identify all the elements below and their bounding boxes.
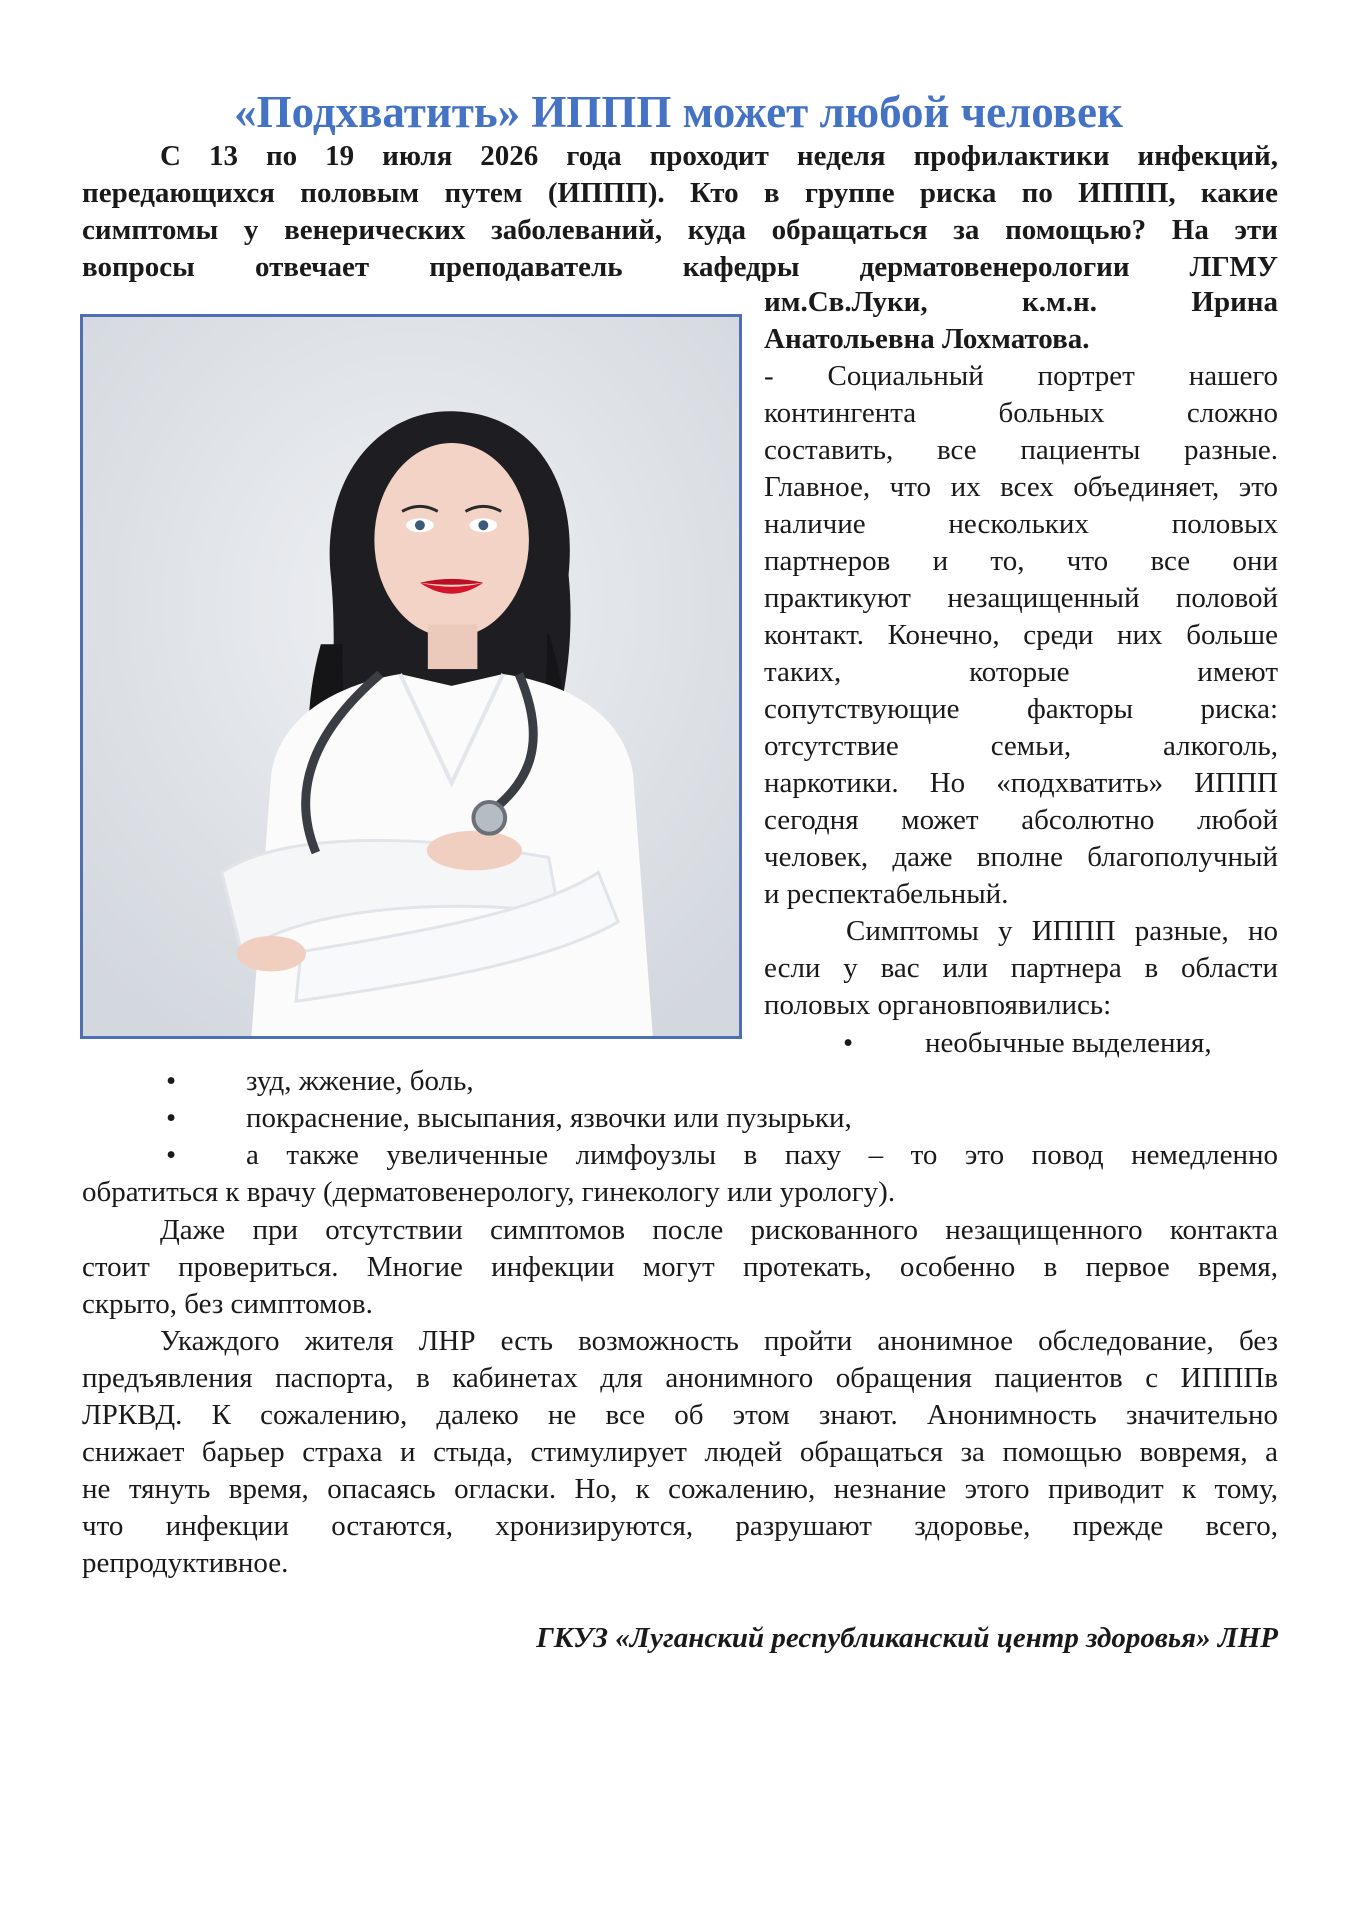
bullet-item: [82, 1063, 1278, 1100]
paragraph-line: Укаждого жителя ЛНР есть возможность пройти анонимное обследование, без: [160, 1325, 1278, 1357]
lead-paragraph: [82, 138, 1278, 286]
paragraph-line: репродуктивное.: [82, 1547, 289, 1579]
bullet-text: а также увеличенные лимфоузлы в паху – то это повод немедленно: [246, 1139, 1278, 1171]
bullet-text: необычные выделения,: [925, 1027, 1212, 1059]
bullet-item: [843, 1025, 1212, 1062]
paragraph-line: снижает барьер страха и стыда, стимулирует людей обращаться за помощью вовремя, а: [82, 1436, 1278, 1468]
quote-line: сегодня может абсолютно любой: [764, 804, 1278, 836]
bullet-marker: •: [166, 1065, 177, 1097]
quote-line: наличие нескольких половых: [764, 508, 1278, 540]
right-column-text: [764, 284, 1278, 1024]
paragraph-line: не тянуть время, опасаясь огласки. Но, к сожалению, незнание этого приводит к тому,: [82, 1473, 1278, 1505]
quote-line: - Социальный портрет нашего: [764, 360, 1278, 392]
bullet-marker: •: [166, 1139, 177, 1171]
organization-signature: ГКУЗ «Луганский республиканский центр здоровья» ЛНР: [536, 1622, 1278, 1654]
paragraph-no-symptoms: [82, 1212, 1278, 1323]
bullet-continuation: обратиться к врачу (дерматовенерологу, гинекологу или урологу).: [82, 1176, 896, 1208]
author-line: им.Св.Луки, к.м.н. Ирина: [764, 286, 1278, 318]
paragraph-line: стоит провериться. Многие инфекции могут протекать, особенно в первое время,: [82, 1251, 1278, 1283]
bullet-text: зуд, жжение, боль,: [246, 1065, 474, 1097]
lead-line: вопросы отвечает преподаватель кафедры дерматовенерологии ЛГМУ: [82, 251, 1278, 283]
quote-line: контакт. Конечно, среди них больше: [764, 619, 1278, 651]
lead-line: С 13 по 19 июля 2026 года проходит неделя профилактики инфекций,: [160, 140, 1278, 172]
portrait-illustration: [83, 317, 739, 1036]
quote-line: составить, все пациенты разные.: [764, 434, 1278, 466]
symptoms-line: если у вас или партнера в области: [764, 952, 1278, 984]
quote-line: практикуют незащищенный половой: [764, 582, 1278, 614]
quote-line: контингента больных сложно: [764, 397, 1278, 429]
lead-line: передающихся половым путем (ИППП). Кто в группе риска по ИППП, какие: [82, 177, 1278, 209]
quote-line: человек, даже вполне благополучный: [764, 841, 1278, 873]
paragraph-line: предъявления паспорта, в кабинетах для анонимного обращения пациентов с ИПППв: [82, 1362, 1278, 1394]
quote-line: отсутствие семьи, алкоголь,: [764, 730, 1278, 762]
lead-line: симптомы у венерических заболеваний, куда обращаться за помощью? На эти: [82, 214, 1278, 246]
quote-line: наркотики. Но «подхватить» ИППП: [764, 767, 1278, 799]
bullet-item: [82, 1100, 1278, 1137]
paragraph-line: ЛРКВД. К сожалению, далеко не все об этом знают. Анонимность значительно: [82, 1399, 1278, 1431]
quote-line: таких, которые имеют: [764, 656, 1278, 688]
quote-line: партнеров и то, что все они: [764, 545, 1278, 577]
symptoms-line: Симптомы у ИППП разные, но: [846, 915, 1278, 947]
paragraph-line: что инфекции остаются, хронизируются, разрушают здоровье, прежде всего,: [82, 1510, 1278, 1542]
article-title: «Подхватить» ИППП может любой человек: [234, 87, 1123, 137]
bullet-marker: •: [166, 1102, 177, 1134]
bullet-text: покраснение, высыпания, язвочки или пузырьки,: [246, 1102, 852, 1134]
paragraph-anonymous: [82, 1323, 1278, 1582]
doctor-portrait-photo: [80, 314, 742, 1039]
author-line: Анатольевна Лохматова.: [764, 323, 1090, 355]
symptoms-line: половых органовпоявились:: [764, 989, 1112, 1021]
bullet-marker: •: [843, 1027, 854, 1059]
paragraph-line: Даже при отсутствии симптомов после рискованного незащищенного контакта: [160, 1214, 1278, 1246]
bullet-item: [82, 1137, 1278, 1174]
symptom-bullet-list: [82, 1063, 1278, 1211]
quote-line: Главное, что их всех объединяет, это: [764, 471, 1278, 503]
paragraph-line: скрыто, без симптомов.: [82, 1288, 373, 1320]
quote-line: и респектабельный.: [764, 878, 1009, 910]
quote-line: сопутствующие факторы риска:: [764, 693, 1278, 725]
